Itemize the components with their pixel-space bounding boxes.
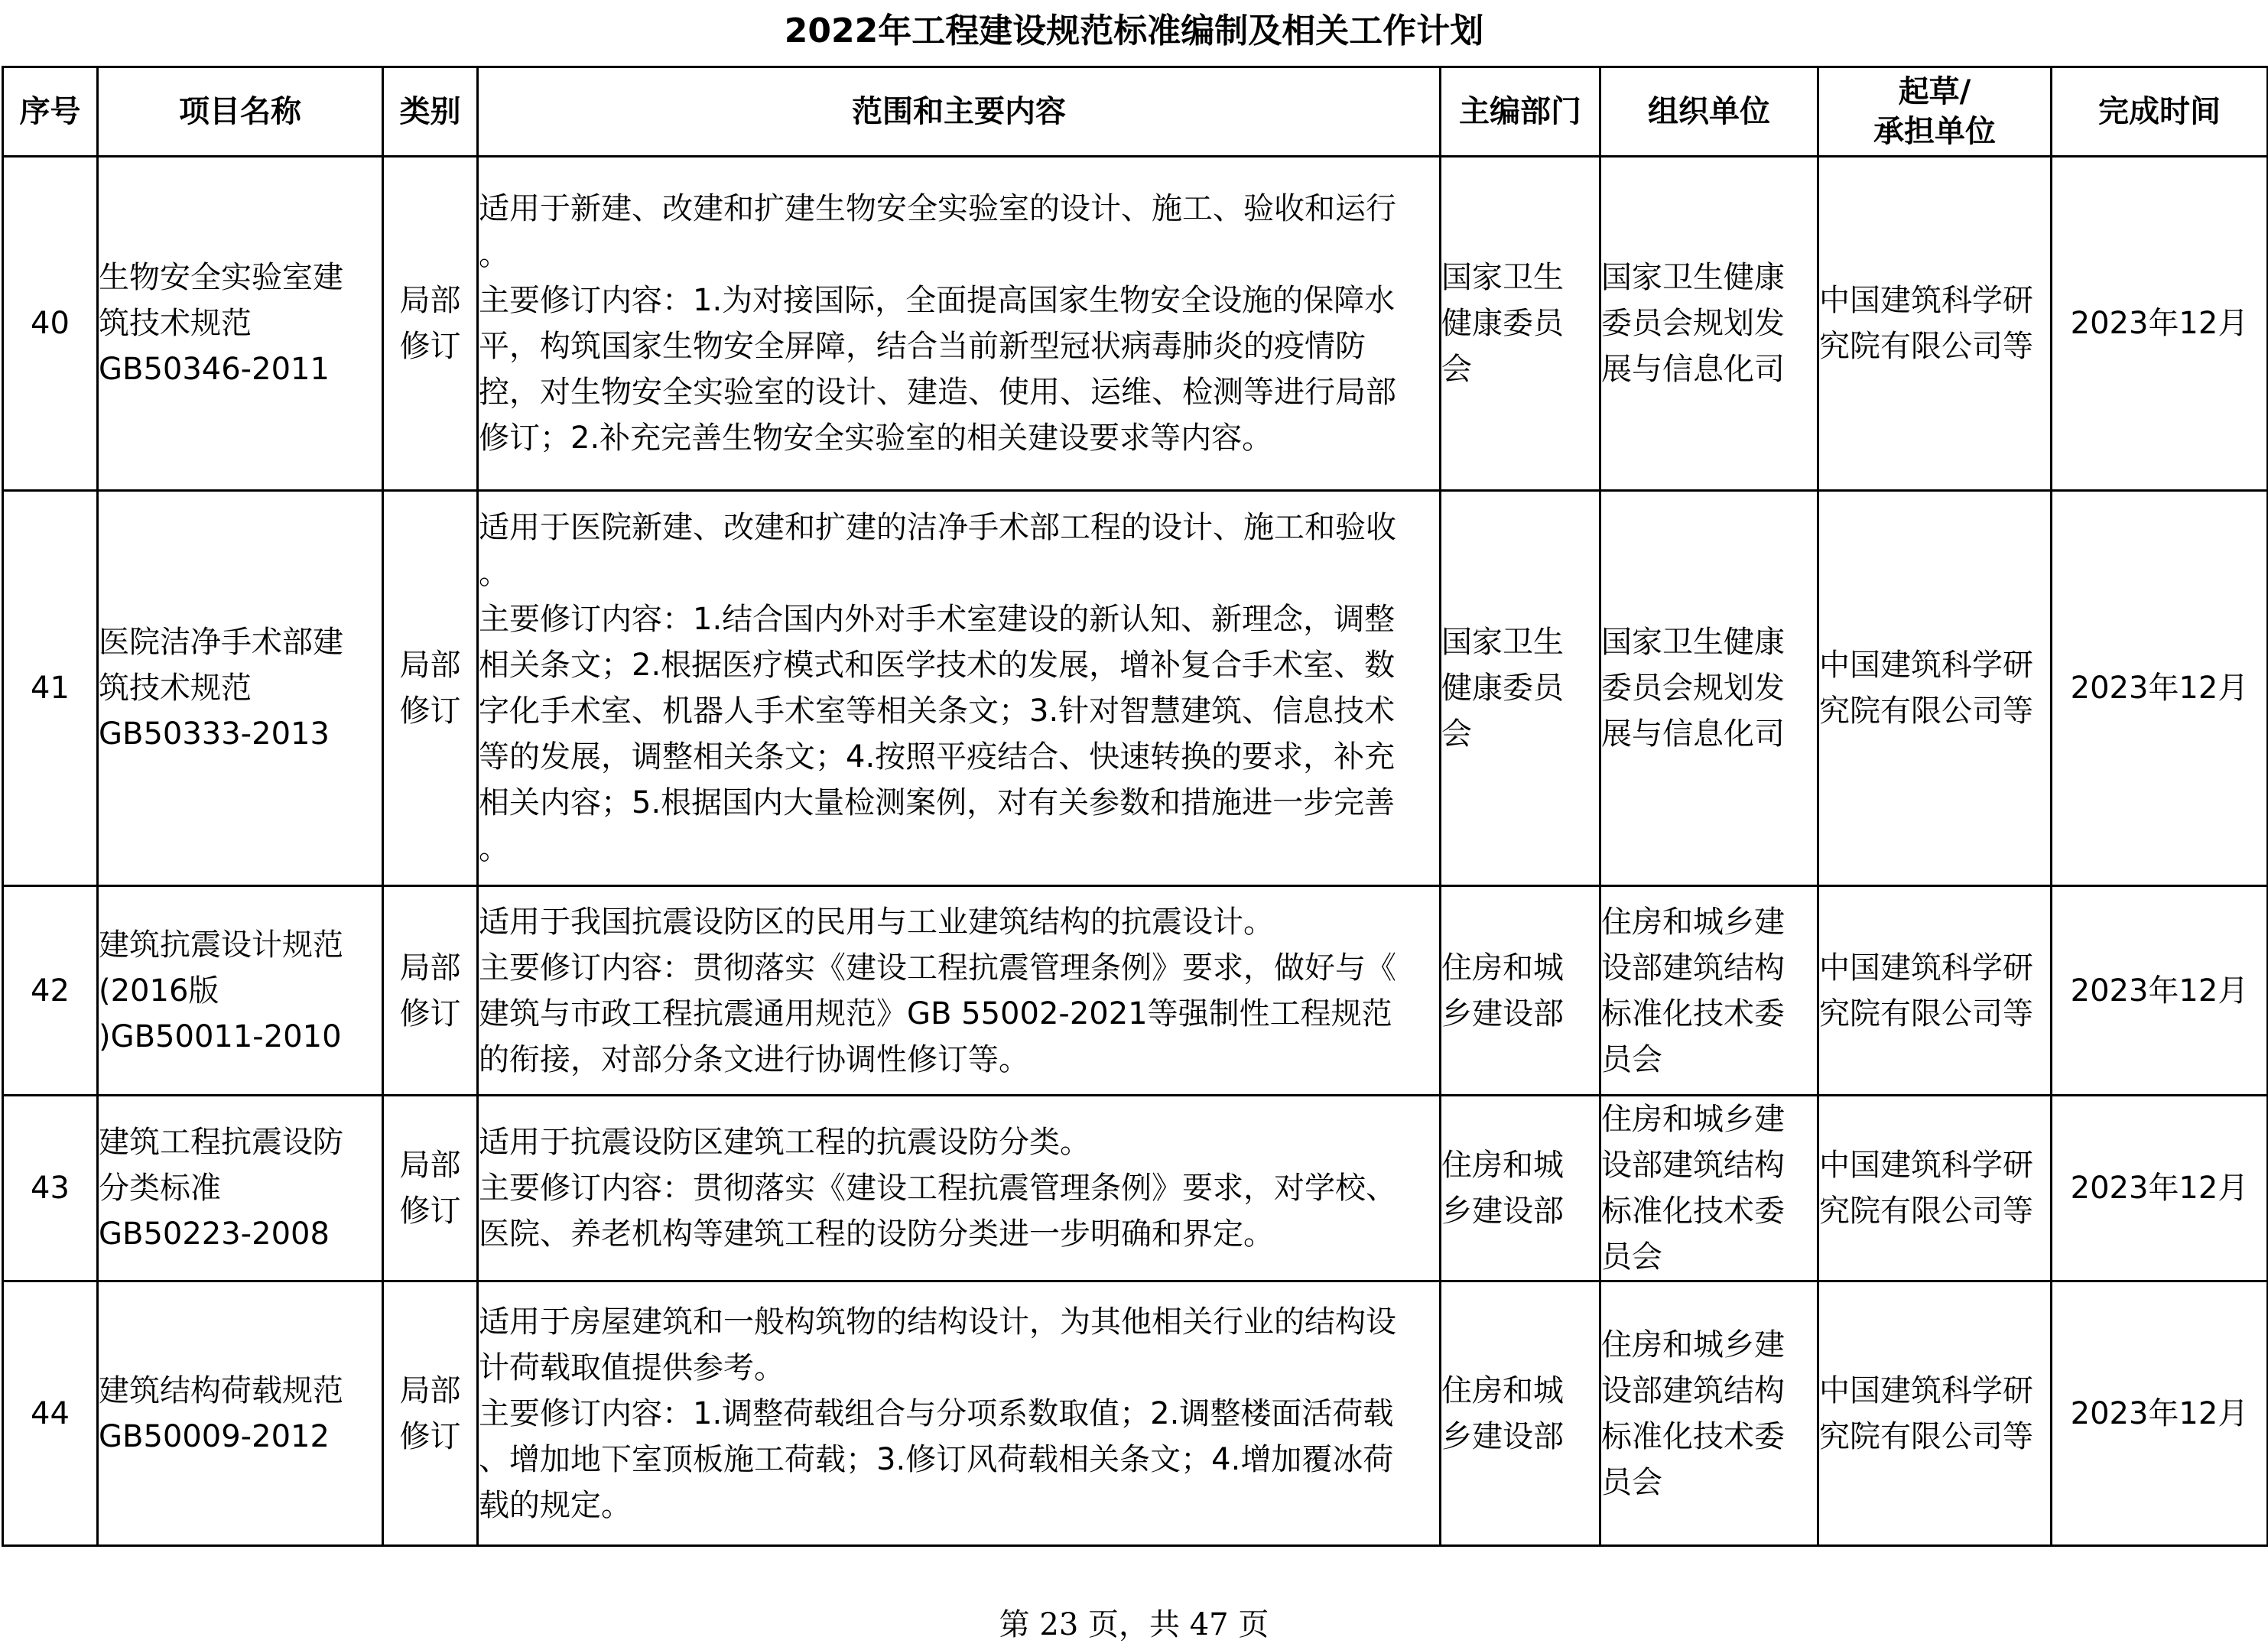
cell-name-line: 筑技术规范: [99, 306, 252, 341]
cell-type: [383, 886, 478, 1096]
header-drafter-line2: 承担单位: [1873, 114, 1996, 149]
cell-drafter-lines: [1819, 642, 2050, 734]
cell-org-line: 员会: [1601, 1239, 1662, 1275]
cell-drafter-lines: [1819, 1368, 2050, 1460]
cell-num: 41: [3, 491, 98, 886]
cell-name-lines: [99, 619, 382, 757]
cell-dept-lines: [1441, 945, 1599, 1037]
cell-dept-line: 国家卫生: [1441, 625, 1564, 660]
cell-name-line: GB50009-2012: [99, 1418, 330, 1454]
cell-org-line: 国家卫生健康: [1601, 260, 1785, 295]
cell-org-line: 展与信息化司: [1601, 352, 1785, 387]
cell-dept-line: 会: [1441, 716, 1472, 752]
cell-name-line: 生物安全实验室建: [99, 260, 343, 295]
cell-drafter-line: 究院有限公司等: [1819, 329, 2033, 364]
cell-name-line: 建筑抗震设计规范: [99, 927, 343, 963]
cell-type: [383, 1281, 478, 1546]
cell-dept-lines: [1441, 255, 1599, 392]
cell-scope-line: 医院、养老机构等建筑工程的设防分类进一步明确和界定。: [479, 1216, 1274, 1252]
cell-type-line: 修订: [399, 996, 461, 1031]
cell-drafter-line: 中国建筑科学研: [1819, 283, 2033, 318]
cell-drafter: [1818, 491, 2052, 886]
cell-org-lines: [1601, 1322, 1817, 1505]
cell-name-lines: [99, 1119, 382, 1257]
cell-scope-line: 相关条文；2.根据医疗模式和医学技术的发展，增补复合手术室、数: [479, 648, 1396, 683]
cell-drafter-lines: [1819, 278, 2050, 369]
header-drafter: [1818, 67, 2052, 157]
cell-scope-line: 控，对生物安全实验室的设计、建造、使用、运维、检测等进行局部: [479, 375, 1396, 410]
cell-dept-line: 住房和城: [1441, 950, 1564, 986]
cell-scope-lines: [479, 186, 1439, 461]
cell-name: [98, 886, 383, 1096]
cell-dept: [1441, 157, 1600, 491]
table-row: [3, 1281, 2268, 1546]
cell-org-line: 国家卫生健康: [1601, 625, 1785, 660]
cell-drafter-lines: [1819, 1142, 2050, 1234]
cell-scope-line: 字化手术室、机器人手术室等相关条文；3.针对智慧建筑、信息技术: [479, 693, 1396, 729]
cell-name-line: 筑技术规范: [99, 671, 252, 706]
cell-drafter: [1818, 1096, 2052, 1281]
cell-org-lines: [1601, 1096, 1817, 1280]
cell-date: 2023年12月: [2052, 157, 2268, 491]
cell-name-line: 分类标准: [99, 1171, 221, 1206]
cell-dept: [1441, 886, 1600, 1096]
plan-table: [2, 66, 2268, 1547]
cell-name-line: )GB50011-2010: [99, 1018, 342, 1054]
header-dept: 主编部门: [1441, 67, 1600, 157]
cell-type-line: 修订: [399, 1418, 461, 1454]
cell-org-line: 委员会规划发: [1601, 671, 1785, 706]
cell-scope: [478, 1096, 1441, 1281]
table-row: [3, 1096, 2268, 1281]
cell-scope-line: 计荷载取值提供参考。: [479, 1350, 785, 1385]
cell-num: 42: [3, 886, 98, 1096]
cell-org: [1600, 491, 1818, 886]
cell-name: [98, 491, 383, 886]
cell-drafter: [1818, 1281, 2052, 1546]
cell-scope-line: 主要修订内容：1.为对接国际，全面提高国家生物安全设施的保障水: [479, 283, 1396, 318]
cell-name-line: GB50333-2013: [99, 716, 330, 752]
cell-drafter: [1818, 886, 2052, 1096]
cell-scope-line: 。: [479, 556, 509, 591]
cell-dept-lines: [1441, 1368, 1599, 1460]
cell-dept: [1441, 1096, 1600, 1281]
cell-org: [1600, 886, 1818, 1096]
cell-dept-line: 健康委员: [1441, 671, 1564, 706]
cell-scope-line: 。: [479, 831, 509, 866]
cell-type-line: 局部: [399, 283, 461, 318]
cell-type-line: 修订: [399, 693, 461, 729]
cell-scope-line: 主要修订内容：1.调整荷载组合与分项系数取值；2.调整楼面活荷载: [479, 1395, 1394, 1431]
cell-date: 2023年12月: [2052, 1096, 2268, 1281]
cell-dept-line: 住房和城: [1441, 1148, 1564, 1183]
cell-org-line: 住房和城乡建: [1601, 1102, 1785, 1137]
cell-org-line: 展与信息化司: [1601, 716, 1785, 752]
cell-date: 2023年12月: [2052, 491, 2268, 886]
header-num: 序号: [3, 67, 98, 157]
cell-drafter-line: 究院有限公司等: [1819, 1418, 2033, 1454]
cell-type-lines: [384, 642, 476, 734]
cell-scope-lines: [479, 899, 1439, 1083]
cell-name-line: 建筑结构荷载规范: [99, 1372, 343, 1408]
cell-org-line: 员会: [1601, 1041, 1662, 1077]
cell-scope-line: 适用于新建、改建和扩建生物安全实验室的设计、施工、验收和运行: [479, 191, 1396, 226]
cell-type-line: 局部: [399, 648, 461, 683]
cell-drafter-line: 中国建筑科学研: [1819, 1148, 2033, 1183]
cell-scope-line: 建筑与市政工程抗震通用规范》GB 55002-2021等强制性工程规范: [479, 996, 1392, 1031]
cell-drafter-line: 中国建筑科学研: [1819, 950, 2033, 986]
cell-type-lines: [384, 1368, 476, 1460]
cell-dept-lines: [1441, 1142, 1599, 1234]
table-row: [3, 886, 2268, 1096]
cell-scope-line: 主要修订内容：贯彻落实《建设工程抗震管理条例》要求，对学校、: [479, 1171, 1396, 1206]
cell-org-line: 标准化技术委: [1601, 996, 1785, 1031]
cell-drafter-line: 中国建筑科学研: [1819, 1372, 2033, 1408]
table-row: [3, 157, 2268, 491]
cell-num: 43: [3, 1096, 98, 1281]
cell-org-line: 设部建筑结构: [1601, 950, 1785, 986]
cell-scope-lines: [479, 505, 1439, 872]
cell-type-line: 修订: [399, 1194, 461, 1229]
cell-org-line: 标准化技术委: [1601, 1194, 1785, 1229]
cell-type: [383, 157, 478, 491]
cell-scope-line: 适用于房屋建筑和一般构筑物的结构设计，为其他相关行业的结构设: [479, 1304, 1396, 1340]
page-title: 2022年工程建设规范标准编制及相关工作计划: [784, 11, 1484, 50]
cell-num: 44: [3, 1281, 98, 1546]
cell-name: [98, 1281, 383, 1546]
cell-org-line: 标准化技术委: [1601, 1418, 1785, 1454]
cell-name-lines: [99, 255, 382, 392]
cell-org-line: 住房和城乡建: [1601, 1327, 1785, 1363]
cell-org-lines: [1601, 255, 1817, 392]
cell-drafter-line: 究院有限公司等: [1819, 996, 2033, 1031]
cell-name-lines: [99, 922, 382, 1060]
cell-type-line: 局部: [399, 1148, 461, 1183]
cell-type-line: 局部: [399, 950, 461, 986]
cell-type-line: 修订: [399, 329, 461, 364]
cell-dept: [1441, 1281, 1600, 1546]
cell-org-line: 设部建筑结构: [1601, 1148, 1785, 1183]
cell-scope-line: 适用于抗震设防区建筑工程的抗震设防分类。: [479, 1125, 1090, 1160]
header-type: 类别: [383, 67, 478, 157]
cell-scope: [478, 157, 1441, 491]
table-row: [3, 491, 2268, 886]
cell-org: [1600, 157, 1818, 491]
cell-dept-lines: [1441, 619, 1599, 757]
cell-org-line: 住房和城乡建: [1601, 904, 1785, 940]
cell-scope: [478, 491, 1441, 886]
cell-org-line: 设部建筑结构: [1601, 1372, 1785, 1408]
cell-org: [1600, 1096, 1818, 1281]
header-row: [3, 67, 2268, 157]
cell-type-lines: [384, 1142, 476, 1234]
cell-name-line: 医院洁净手术部建: [99, 625, 343, 660]
cell-name-line: GB50346-2011: [99, 352, 330, 387]
cell-dept-line: 国家卫生: [1441, 260, 1564, 295]
header-name: 项目名称: [98, 67, 383, 157]
cell-drafter-line: 中国建筑科学研: [1819, 648, 2033, 683]
cell-scope-line: 、增加地下室顶板施工荷载；3.修订风荷载相关条文；4.增加覆冰荷: [479, 1441, 1394, 1477]
cell-scope-line: 主要修订内容：贯彻落实《建设工程抗震管理条例》要求，做好与《: [479, 950, 1396, 986]
cell-type: [383, 1096, 478, 1281]
cell-scope-line: 相关内容；5.根据国内大量检测案例，对有关参数和措施进一步完善: [479, 785, 1396, 820]
cell-type: [383, 491, 478, 886]
cell-scope-line: 适用于我国抗震设防区的民用与工业建筑结构的抗震设计。: [479, 904, 1274, 940]
cell-org-line: 员会: [1601, 1464, 1662, 1500]
cell-scope: [478, 1281, 1441, 1546]
cell-type-lines: [384, 945, 476, 1037]
cell-name-line: GB50223-2008: [99, 1216, 330, 1252]
cell-scope-lines: [479, 1119, 1439, 1257]
cell-dept-line: 乡建设部: [1441, 1418, 1564, 1454]
cell-scope-lines: [479, 1299, 1439, 1528]
cell-org-lines: [1601, 619, 1817, 757]
cell-name: [98, 157, 383, 491]
cell-scope: [478, 886, 1441, 1096]
cell-drafter: [1818, 157, 2052, 491]
cell-name-line: 建筑工程抗震设防: [99, 1125, 343, 1160]
cell-scope-line: 适用于医院新建、改建和扩建的洁净手术部工程的设计、施工和验收: [479, 510, 1396, 545]
cell-name-lines: [99, 1368, 382, 1460]
cell-name-line: (2016版: [99, 973, 219, 1009]
cell-scope-line: 平，构筑国家生物安全屏障，结合当前新型冠状病毒肺炎的疫情防: [479, 329, 1366, 364]
cell-date: 2023年12月: [2052, 886, 2268, 1096]
header-drafter-line1: 起草/: [1898, 74, 1971, 109]
cell-num: 40: [3, 157, 98, 491]
cell-dept: [1441, 491, 1600, 886]
cell-scope-line: 等的发展，调整相关条文；4.按照平疫结合、快速转换的要求，补充: [479, 739, 1396, 775]
cell-drafter-line: 究院有限公司等: [1819, 693, 2033, 729]
cell-dept-line: 住房和城: [1441, 1372, 1564, 1408]
header-date: 完成时间: [2052, 67, 2268, 157]
page-footer: 第 23 页，共 47 页: [999, 1607, 1269, 1642]
header-scope: 范围和主要内容: [478, 67, 1441, 157]
cell-name: [98, 1096, 383, 1281]
cell-drafter-line: 究院有限公司等: [1819, 1194, 2033, 1229]
cell-dept-line: 会: [1441, 352, 1472, 387]
cell-scope-line: 的衔接，对部分条文进行协调性修订等。: [479, 1041, 1029, 1077]
cell-dept-line: 健康委员: [1441, 306, 1564, 341]
cell-scope-line: 。: [479, 237, 509, 272]
cell-org-lines: [1601, 899, 1817, 1083]
header-org: 组织单位: [1600, 67, 1818, 157]
cell-scope-line: 修订；2.补充完善生物安全实验室的相关建设要求等内容。: [479, 421, 1273, 456]
cell-date: 2023年12月: [2052, 1281, 2268, 1546]
cell-scope-line: 主要修订内容：1.结合国内外对手术室建设的新认知、新理念，调整: [479, 602, 1396, 637]
cell-dept-line: 乡建设部: [1441, 1194, 1564, 1229]
cell-drafter-lines: [1819, 945, 2050, 1037]
cell-org: [1600, 1281, 1818, 1546]
cell-org-line: 委员会规划发: [1601, 306, 1785, 341]
cell-scope-line: 载的规定。: [479, 1487, 632, 1523]
cell-type-line: 局部: [399, 1372, 461, 1408]
cell-type-lines: [384, 278, 476, 369]
cell-dept-line: 乡建设部: [1441, 996, 1564, 1031]
